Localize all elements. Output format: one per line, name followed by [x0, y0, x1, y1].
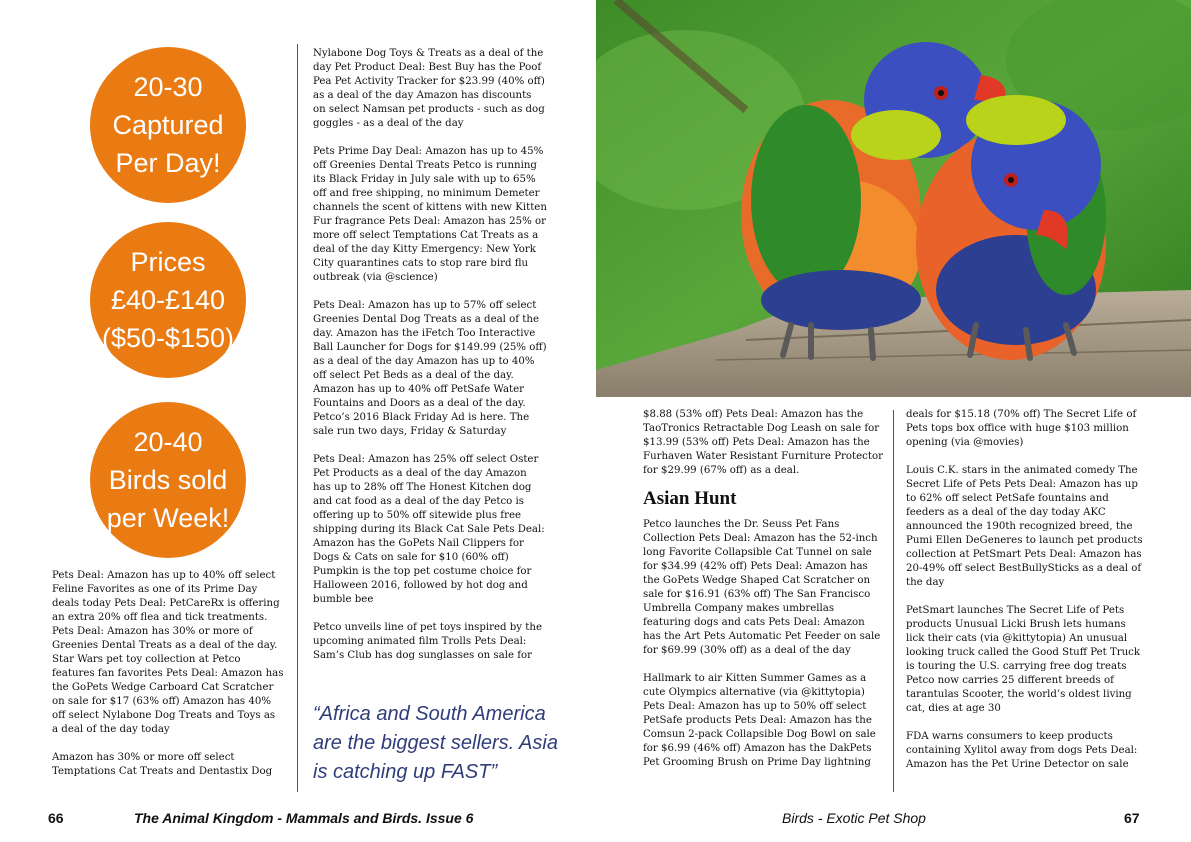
stat-circle-prices: Prices £40-£140 ($50-$150) — [90, 222, 246, 378]
paragraph: $8.88 (53% off) Pets Deal: Amazon has the TaoTronics Retractable Dog Leash on sale for $13.99 (53% off) Pets Deal: Amazon has the Furhaven Water Resistant Furniture Protector for $29.99 (67% off) as a deal. — [643, 409, 883, 476]
paragraph: Amazon has 30% or more off select Temptations Cat Treats and Dentastix Dog — [52, 752, 273, 777]
column-3 — [643, 408, 883, 784]
column-divider — [297, 44, 298, 792]
paragraph: Nylabone Dog Toys & Treats as a deal of the day Pet Product Deal: Best Buy has the Poof Pea Pet Activity Tracker for $23.99 (40% off) as a deal of the day Amazon has discounts on select Namsan pet products - such as dog goggles - as a deal of the day — [313, 48, 545, 129]
footer-title-left: The Animal Kingdom - Mammals and Birds. Issue 6 — [134, 810, 474, 826]
stat-circle-captured: 20-30 Captured Per Day! — [90, 47, 246, 203]
column-1 — [52, 569, 284, 793]
lorikeet-photo — [596, 0, 1191, 397]
footer-title-right: Birds - Exotic Pet Shop — [782, 810, 926, 826]
paragraph: Pets Prime Day Deal: Amazon has up to 45% off Greenies Dental Treats Petco is running its Black Friday in July sale with up to 65% off and free shipping, no minimum Demeter channels the scent of kittens with new Kitten Fur fragrance Pets Deal: Amazon has 25% or more off select Temptations Cat Treats as a deal of the day Kitty Emergency: New York City quarantines cats to stop rare bird flu outbreak (via @science) — [313, 146, 547, 283]
pull-quote: “Africa and South America are the biggest sellers. Asia is catching up FAST” — [313, 703, 558, 783]
page-number-right: 67 — [1124, 810, 1140, 826]
paragraph: Louis C.K. stars in the animated comedy The Secret Life of Pets Pets Deal: Amazon has up to 62% off select PetSafe fountains and feeders as a deal of the day today AKC announced the 190th recognized breed, the Pumi Ellen DeGeneres to launch pet products collection at PetSmart Pets Deal: Amazon has 20-49% off select BestBullySticks as a deal of the day — [906, 465, 1143, 588]
paragraph: FDA warns consumers to keep products containing Xylitol away from dogs Pets Deal: Amazon has the Pet Urine Detector on sale — [906, 731, 1138, 770]
paragraph: deals for $15.18 (70% off) The Secret Life of Pets tops box office with huge $103 million opening (via @movies) — [906, 409, 1137, 448]
paragraph: Hallmark to air Kitten Summer Games as a cute Olympics alternative (via @kittytopia) Pets Deal: Amazon has up to 50% off select PetSafe products Pets Deal: Amazon has the Comsun 2-pack Collapsible Dog Bowl on sale for $6.99 (46% off) Amazon has the DakPets Pet Grooming Brush on Prime Day lightning — [643, 673, 876, 768]
paragraph: Pets Deal: Amazon has up to 57% off select Greenies Dental Dog Treats as a deal of the day. Amazon has the iFetch Too Interactive Ball Launcher for Dogs for $149.99 (25% off) as a deal of the day Amazon has up to 40% off select Pet Beds as a deal of the day. Amazon has up to 40% off PetSafe Water Fountains and Doors as a deal of the day. Petco’s 2016 Black Friday Ad is here. The sale run two days, Friday & Saturday — [313, 300, 547, 437]
stat-circle-sold: 20-40 Birds sold per Week! — [90, 402, 246, 558]
paragraph: Petco launches the Dr. Seuss Pet Fans Collection Pets Deal: Amazon has the 52-inch long Favorite Collapsible Cat Tunnel on sale for $34.99 (42% off) Pets Deal: Amazon has the GoPets Wedge Shaped Cat Scratcher on sale for $16.91 (63% off) The San Francisco Umbrella Company makes umbrellas featuring dogs and cats Pets Deal: Amazon has the Art Pets Automatic Pet Feeder on sale for $69.99 (30% off) as a deal of the day — [643, 519, 881, 656]
paragraph: Petco unveils line of pet toys inspired by the upcoming animated film Trolls Pets Deal: Sam’s Club has dog sunglasses on sale for — [313, 622, 542, 661]
page-number-left: 66 — [48, 810, 64, 826]
column-4 — [906, 408, 1144, 786]
column-divider — [893, 410, 894, 792]
paragraph: Pets Deal: Amazon has up to 40% off select Feline Favorites as one of its Prime Day deals today Pets Deal: PetCareRx is offering an extra 20% off flea and tick treatments. Pets Deal: Amazon has 30% or more of Greenies Dental Treats as a deal of the day. Star Wars pet toy collection at Petco features fan favorites Pets Deal: Amazon has the GoPets Wedge Carboard Cat Scratcher on sale for $17 (63% off) Amazon has 40% off select Nylabone Dog Treats and Toys as a deal of the day today — [52, 570, 284, 735]
paragraph: Pets Deal: Amazon has 25% off select Oster Pet Products as a deal of the day Amazon has up to 28% off The Honest Kitchen dog and cat food as a deal of the day Petco is offering up to 50% off sitewide plus free shipping during its Black Cat Sale Pets Deal: Amazon has the GoPets Nail Clippers for Dogs & Cats on sale for $10 (60% off) Pumpkin is the top pet costume choice for Halloween 2016, followed by hot dog and bumble bee — [313, 454, 545, 605]
paragraph: PetSmart launches The Secret Life of Pets products Unusual Licki Brush lets humans lick their cats (via @kittytopia) An unusual looking truck called the Good Stuff Pet Truck is touring the U.S. carrying free dog treats Petco now carries 25 different breeds of tarantulas Scooter, the world’s oldest living cat, dies at age 30 — [906, 605, 1141, 714]
column-2 — [313, 47, 547, 677]
section-heading: Asian Hunt — [643, 488, 737, 509]
parrots-illustration — [596, 0, 1191, 397]
